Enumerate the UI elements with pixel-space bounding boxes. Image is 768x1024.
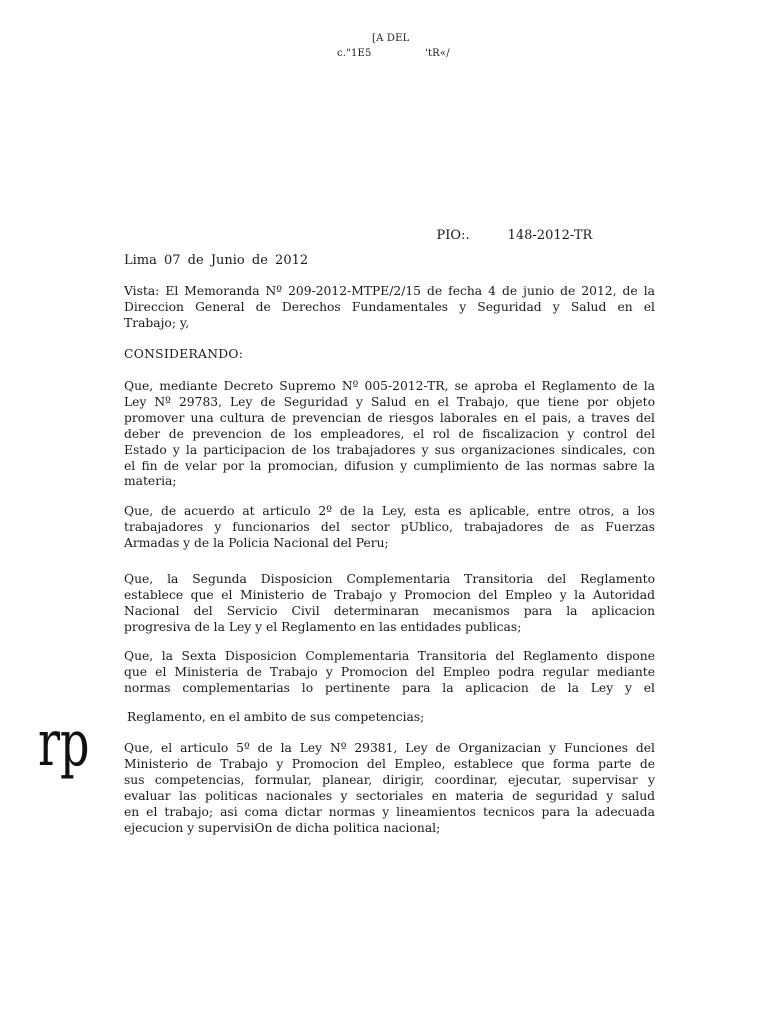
- text-line: Reglamento, en el ambito de sus competencias;: [127, 710, 425, 724]
- header-line-2-right: 'tR«/: [425, 48, 450, 59]
- text-line: normas complementarias lo pertinente para la aplicacion de la Ley y el: [124, 680, 655, 695]
- text-line: en el trabajo; asi coma dictar normas y lineamientos tecnicos para la adecuada: [124, 804, 655, 819]
- header-line-1: [A DEL: [372, 33, 410, 44]
- resolution-code: 148-2012-TR: [507, 228, 593, 243]
- text-line: Que, el articulo 5º de la Ley Nº 29381, Ley de Organizacian y Funciones del: [124, 741, 655, 755]
- text-line: Que, de acuerdo at articulo 2º de la Ley, esta es aplicable, entre otros, a los: [124, 504, 655, 518]
- text-line: Direccion General de Derechos Fundamentales y Seguridad y Salud en el: [124, 299, 655, 314]
- margin-initials-mark: rp: [38, 707, 90, 781]
- paragraph-segunda-disposicion: [124, 572, 655, 636]
- paragraph-decreto-supremo: [124, 379, 655, 490]
- text-line: Armadas y de la Policia Nacional del Peru;: [124, 535, 389, 550]
- resolution-number: [420, 213, 592, 258]
- text-line: Que, mediante Decreto Supremo Nº 005-2012-TR, se aproba el Reglamento de la: [124, 379, 655, 393]
- considerando-heading: CONSIDERANDO:: [124, 347, 244, 361]
- text-line: deber de prevencion de los empleadores, el rol de fiscalizacion y control del: [124, 426, 655, 441]
- text-line: Que, la Sexta Disposicion Complementaria Transitoria del Reglamento dispone: [124, 649, 655, 663]
- paragraph-sexta-continuation: [127, 710, 658, 726]
- text-line: Ley Nº 29783, Ley de Seguridad y Salud en el Trabajo, que tiene por objeto: [124, 394, 655, 409]
- vista-paragraph: [124, 284, 655, 332]
- text-line: Nacional del Servicio Civil determinaran mecanismos para la aplicacion: [124, 603, 655, 618]
- text-line: Ministerio de Trabajo y Promocion del Empleo, establece que forma parte de: [124, 756, 655, 771]
- text-line: que el Ministeria de Trabajo y Promocion del Empleo podra regular mediante: [124, 664, 655, 679]
- text-line: sus competencias, formular, planear, dirigir, coordinar, ejecutar, supervisar y: [124, 772, 655, 787]
- resolution-prefix: PIO:.: [436, 228, 470, 243]
- text-line: Estado y la participacion de los trabajadores y sus organizaciones sindicales, con: [124, 442, 655, 457]
- date-line: Lima 07 de Junio de 2012: [124, 253, 309, 268]
- text-line: Que, la Segunda Disposicion Complementaria Transitoria del Reglamento: [124, 572, 655, 586]
- text-line: materia;: [124, 474, 177, 489]
- paragraph-articulo-5: [124, 741, 655, 836]
- text-line: Vista: El Memoranda Nº 209-2012-MTPE/2/15 de fecha 4 de junio de 2012, de la: [124, 284, 655, 298]
- text-line: el fin de velar por la promocian, difusion y cumplimiento de las normas sabre la: [124, 458, 655, 473]
- header-line-2-left: c."1E5: [337, 48, 372, 59]
- paragraph-sexta-disposicion: [124, 649, 655, 697]
- text-line: promover una cultura de prevencian de riesgos laborales en el pais, a traves del: [124, 410, 655, 425]
- paragraph-articulo-2: [124, 504, 655, 552]
- text-line: trabajadores y funcionarios del sector pUblico, trabajadores de as Fuerzas: [124, 519, 655, 534]
- text-line: establece que el Ministerio de Trabajo y Promocion del Empleo y la Autoridad: [124, 587, 655, 602]
- text-line: Trabajo; y,: [124, 315, 190, 330]
- text-line: evaluar las politicas nacionales y sectoriales en materia de seguridad y salud: [124, 788, 655, 803]
- text-line: ejecucion y supervisiOn de dicha politica nacional;: [124, 820, 441, 835]
- text-line: progresiva de la Ley y el Reglamento en las entidades publicas;: [124, 619, 522, 634]
